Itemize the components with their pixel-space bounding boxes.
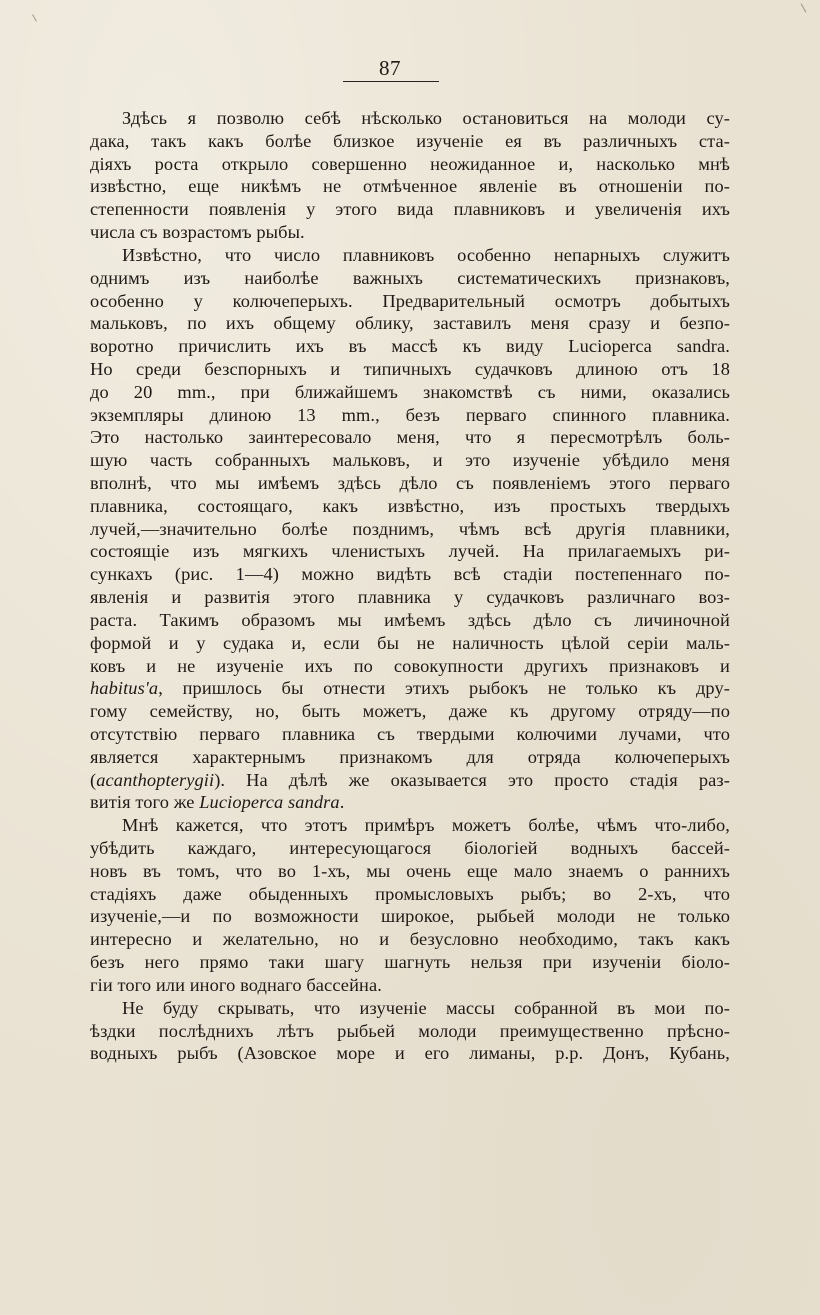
page-number: 87	[379, 56, 401, 80]
text-line: мальковъ, по ихъ общему облику, заставилъ меня сразу и безпо-	[90, 313, 730, 334]
text-line: степенности появленія у этого вида плавниковъ и увеличенія ихъ	[90, 199, 730, 220]
text-line: дака, такъ какъ болѣе близкое изученіе ея въ различныхъ ста-	[90, 130, 730, 151]
text-line: Но среди безспорныхъ и типичныхъ судачковъ длиною отъ 18	[90, 358, 730, 379]
text-line: особенно у колючеперыхъ. Предварительный осмотръ добытыхъ	[90, 290, 730, 311]
italic-term: Lucioperca sandra	[199, 792, 340, 813]
text-line: Мнѣ кажется, что этотъ примѣръ можетъ болѣе, чѣмъ что-либо,	[122, 815, 730, 836]
text-line: интересно и желательно, но и безусловно необходимо, такъ какъ	[90, 929, 730, 950]
scan-mark-top-left	[32, 14, 37, 21]
text-line: отсутствію перваго плавника съ твердыми колючими лучами, что	[90, 723, 730, 744]
body-text	[90, 107, 730, 1065]
text-line: гому семейству, но, быть можетъ, даже къ другому отряду—по	[90, 701, 730, 722]
text-line: до 20 mm., при ближайшемъ знакомствѣ съ ними, оказались	[90, 381, 730, 402]
text-line: безъ него прямо таки шагу шагнуть нельзя при изученіи біоло-	[90, 952, 730, 973]
text-line: является характернымъ признакомъ для отряда колючеперыхъ	[90, 746, 730, 767]
text-line: извѣстно, еще никѣмъ не отмѣченное явленіе въ отношеніи по-	[90, 176, 730, 197]
text-line: ковъ и не изученіе ихъ по совокупности другихъ признаковъ и	[90, 655, 730, 676]
text-line: однимъ изъ наиболѣе важныхъ систематическихъ признаковъ,	[90, 267, 730, 288]
italic-term: acanthopterygii	[96, 769, 215, 790]
text-line: числа съ возрастомъ рыбы.	[90, 222, 305, 243]
text-line: плавника, состоящаго, какъ извѣстно, изъ простыхъ твердыхъ	[90, 495, 730, 516]
text-line: шую часть собранныхъ мальковъ, и это изученіе убѣдило меня	[90, 450, 730, 471]
text-line: habitus'a, пришлось бы отнести этихъ рыбокъ не только къ дру-	[90, 678, 730, 699]
text-line: экземпляры длиною 13 mm., безъ перваго спинного плавника.	[90, 404, 730, 425]
text-line: (acanthopterygii). На дѣлѣ же оказывается это просто стадія раз-	[90, 769, 730, 790]
text-line: изученіе,—и по возможности широкое, рыбьей молоди не только	[90, 906, 730, 927]
text-line: раста. Такимъ образомъ мы имѣемъ здѣсь дѣло съ личиночной	[90, 609, 730, 630]
text-line: стадіяхъ даже обыденныхъ промысловыхъ рыбъ; во 2-хъ, что	[90, 883, 730, 904]
text-line: явленія и развитія этого плавника у судачковъ различнаго воз-	[90, 587, 730, 608]
text-line: витія того же Lucioperca sandra.	[90, 792, 345, 813]
text-line: діяхъ роста открыло совершенно неожиданное и, насколько мнѣ	[90, 153, 730, 174]
text-line: новъ въ томъ, что во 1-хъ, мы очень еще мало знаемъ о раннихъ	[90, 860, 730, 881]
text-line: ѣздки послѣднихъ лѣтъ рыбьей молоди преимущественно прѣсно-	[90, 1020, 730, 1041]
text-line: сункахъ (рис. 1—4) можно видѣть всѣ стадіи постепеннаго по-	[90, 564, 730, 585]
text-line: Не буду скрывать, что изученіе массы собранной въ мои по-	[122, 997, 730, 1018]
text-line: водныхъ рыбъ (Азовское море и его лиманы, р.р. Донъ, Кубань,	[90, 1043, 730, 1064]
text-line: Здѣсь я позволю себѣ нѣсколько остановиться на молоди су-	[122, 108, 730, 128]
text-line: воротно причислить ихъ въ массѣ къ виду Lucioperca sandra.	[90, 336, 730, 357]
italic-term: habitus'a	[90, 678, 159, 699]
text-line: лучей,—значительно болѣе позднимъ, чѣмъ всѣ другія плавники,	[90, 518, 730, 539]
text-line: Извѣстно, что число плавниковъ особенно непарныхъ служитъ	[122, 244, 730, 265]
text-line: состоящіе изъ мягкихъ членистыхъ лучей. На прилагаемыхъ ри-	[90, 541, 730, 562]
text-line: Это настолько заинтересовало меня, что я пересмотрѣлъ боль-	[90, 427, 730, 448]
text-line: убѣдить каждаго, интересующагося біологіей водныхъ бассей-	[90, 838, 730, 858]
scan-mark-top-right	[801, 3, 807, 12]
text-line: гіи того или иного воднаго бассейна.	[90, 974, 382, 995]
text-line: формой и у судака и, если бы не наличность цѣлой серіи маль-	[90, 632, 730, 653]
page-number-rule	[343, 81, 439, 82]
text-line: вполнѣ, что мы имѣемъ здѣсь дѣло съ появленіемъ этого перваго	[90, 473, 730, 493]
